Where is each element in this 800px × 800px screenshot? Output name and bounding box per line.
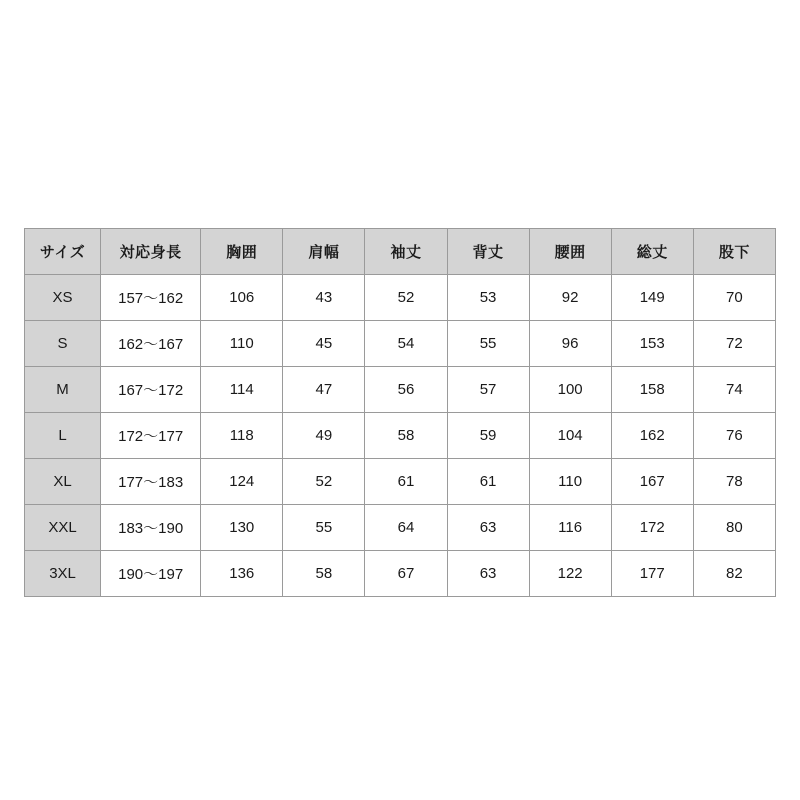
cell-total-length: 167 (611, 459, 693, 505)
table-row (25, 551, 776, 597)
cell-shoulder: 49 (283, 413, 365, 459)
cell-inseam: 70 (693, 275, 775, 321)
cell-total-length: 153 (611, 321, 693, 367)
cell-height: 190〜197 (101, 551, 201, 597)
cell-height: 177〜183 (101, 459, 201, 505)
cell-back: 61 (447, 459, 529, 505)
cell-total-length: 158 (611, 367, 693, 413)
column-header-total-length: 総丈 (611, 229, 693, 275)
cell-sleeve: 52 (365, 275, 447, 321)
column-header-back: 背丈 (447, 229, 529, 275)
table-row (25, 275, 776, 321)
cell-chest: 110 (201, 321, 283, 367)
cell-shoulder: 58 (283, 551, 365, 597)
cell-back: 59 (447, 413, 529, 459)
column-header-chest: 胸囲 (201, 229, 283, 275)
cell-waist: 110 (529, 459, 611, 505)
size-table-container (24, 228, 776, 597)
cell-height: 157〜162 (101, 275, 201, 321)
cell-back: 63 (447, 505, 529, 551)
cell-back: 57 (447, 367, 529, 413)
row-size-label: XS (25, 275, 101, 321)
cell-waist: 104 (529, 413, 611, 459)
cell-shoulder: 45 (283, 321, 365, 367)
cell-inseam: 76 (693, 413, 775, 459)
cell-sleeve: 61 (365, 459, 447, 505)
cell-waist: 122 (529, 551, 611, 597)
table-row (25, 367, 776, 413)
cell-sleeve: 58 (365, 413, 447, 459)
table-row (25, 321, 776, 367)
size-table-header (25, 229, 776, 275)
table-row (25, 505, 776, 551)
row-size-label: S (25, 321, 101, 367)
cell-height: 162〜167 (101, 321, 201, 367)
column-header-sleeve: 袖丈 (365, 229, 447, 275)
cell-waist: 92 (529, 275, 611, 321)
cell-back: 63 (447, 551, 529, 597)
cell-back: 55 (447, 321, 529, 367)
cell-total-length: 162 (611, 413, 693, 459)
cell-back: 53 (447, 275, 529, 321)
cell-sleeve: 64 (365, 505, 447, 551)
cell-waist: 96 (529, 321, 611, 367)
cell-chest: 124 (201, 459, 283, 505)
cell-shoulder: 47 (283, 367, 365, 413)
row-size-label: L (25, 413, 101, 459)
table-row (25, 459, 776, 505)
row-size-label: XXL (25, 505, 101, 551)
table-header-row (25, 229, 776, 275)
cell-chest: 130 (201, 505, 283, 551)
cell-chest: 136 (201, 551, 283, 597)
column-header-height: 対応身長 (101, 229, 201, 275)
cell-waist: 116 (529, 505, 611, 551)
cell-shoulder: 52 (283, 459, 365, 505)
cell-sleeve: 54 (365, 321, 447, 367)
cell-sleeve: 56 (365, 367, 447, 413)
row-size-label: XL (25, 459, 101, 505)
cell-height: 167〜172 (101, 367, 201, 413)
cell-total-length: 172 (611, 505, 693, 551)
column-header-shoulder: 肩幅 (283, 229, 365, 275)
cell-sleeve: 67 (365, 551, 447, 597)
cell-waist: 100 (529, 367, 611, 413)
column-header-inseam: 股下 (693, 229, 775, 275)
cell-inseam: 74 (693, 367, 775, 413)
cell-chest: 114 (201, 367, 283, 413)
cell-chest: 118 (201, 413, 283, 459)
size-table-body (25, 275, 776, 597)
cell-inseam: 82 (693, 551, 775, 597)
table-row (25, 413, 776, 459)
column-header-size: サイズ (25, 229, 101, 275)
column-header-waist: 腰囲 (529, 229, 611, 275)
cell-shoulder: 43 (283, 275, 365, 321)
cell-chest: 106 (201, 275, 283, 321)
cell-inseam: 78 (693, 459, 775, 505)
cell-total-length: 177 (611, 551, 693, 597)
cell-height: 183〜190 (101, 505, 201, 551)
row-size-label: M (25, 367, 101, 413)
cell-inseam: 72 (693, 321, 775, 367)
cell-total-length: 149 (611, 275, 693, 321)
size-table (24, 228, 776, 597)
cell-shoulder: 55 (283, 505, 365, 551)
cell-height: 172〜177 (101, 413, 201, 459)
cell-inseam: 80 (693, 505, 775, 551)
row-size-label: 3XL (25, 551, 101, 597)
